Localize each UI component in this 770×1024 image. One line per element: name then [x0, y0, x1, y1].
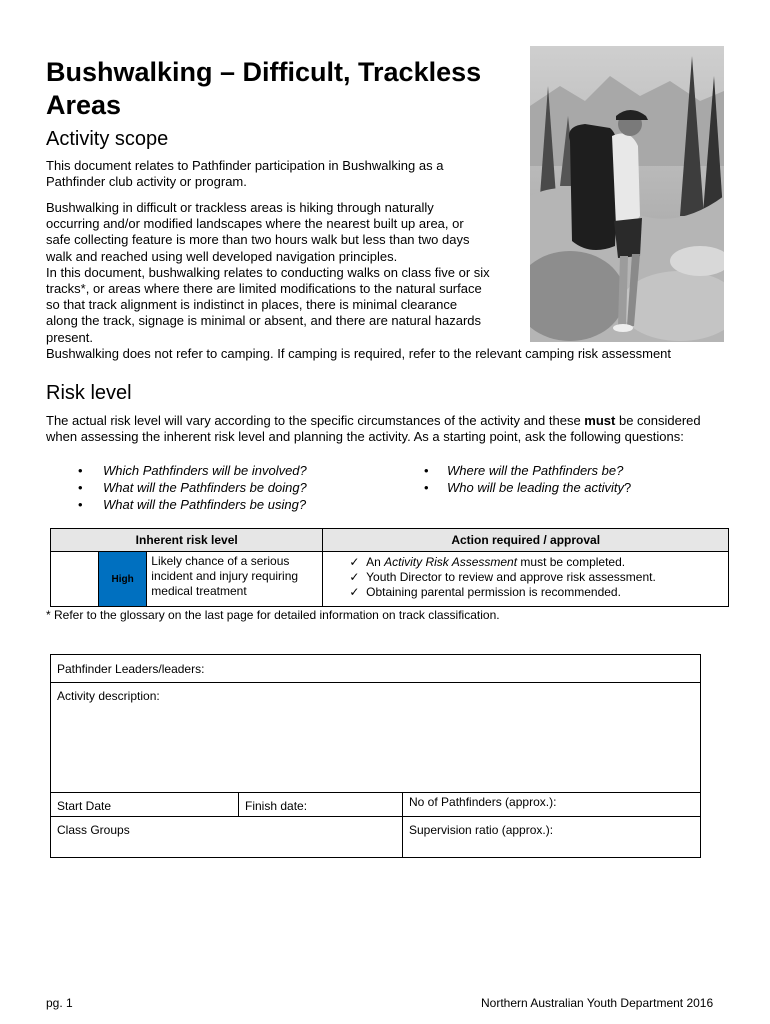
- scope-line: walk and reached using well developed navigation principles.: [46, 248, 398, 264]
- footnote: * Refer to the glossary on the last page for detailed information on track classification.: [46, 608, 500, 622]
- footer-org: Northern Australian Youth Department 2016: [481, 996, 714, 1010]
- question-item: Who will be leading the activity?: [447, 480, 632, 495]
- leaders-row[interactable]: [51, 655, 700, 682]
- scope-line: tracks*, or areas where there are limited modifications to the natural surface: [46, 281, 482, 297]
- class-groups-field[interactable]: [51, 817, 403, 857]
- col-header-action: Action required / approval: [323, 529, 729, 552]
- risk-level-badge: High: [98, 552, 146, 607]
- scope-line: occurring and/or modified landscapes where the nearest built up area, or: [46, 216, 464, 232]
- scope-line: so that track alignment is indistinct in places, there is minimal clearance: [46, 297, 458, 313]
- scope-paragraph-2: [46, 200, 736, 362]
- risk-level-heading: Risk level: [46, 382, 132, 404]
- description-row[interactable]: [51, 682, 700, 792]
- risk-intro: The actual risk level will vary according to the specific circumstances of the activity and these must be considered when assessing the inherent risk level and planning the activity. As a starting point, ask the following questions:: [46, 413, 701, 445]
- action-item: ✓ An Activity Risk Assessment must be completed.: [349, 555, 626, 569]
- action-item: ✓ Obtaining parental permission is recommended.: [349, 585, 621, 599]
- scope-line: Bushwalking in difficult or trackless areas is hiking through naturally: [46, 200, 434, 215]
- check-icon: ✓: [349, 570, 360, 584]
- scope-line: along the track, signage is minimal or absent, and there are natural hazards: [46, 313, 482, 329]
- groups-row: [51, 816, 700, 857]
- supervision-field[interactable]: [403, 817, 699, 857]
- scope-line: Bushwalking does not refer to camping. If camping is required, refer to the relevant camping risk assessment: [46, 345, 672, 361]
- question-item: What will the Pathfinders be using?: [103, 497, 307, 512]
- start-date-label: Start Date: [57, 799, 112, 813]
- finish-date-field[interactable]: [239, 793, 403, 816]
- action-list: [323, 552, 729, 607]
- supervision-label: Supervision ratio (approx.):: [409, 823, 554, 837]
- risk-description: Likely chance of a serious incident and injury requiring medical treatment: [147, 552, 323, 607]
- question-item: Which Pathfinders will be involved?: [103, 463, 307, 478]
- scope-line: safe collecting feature is more than two hours walk but less than two days: [46, 232, 470, 248]
- activity-form: [50, 654, 701, 858]
- question-item: What will the Pathfinders be doing?: [103, 480, 307, 495]
- start-date-field[interactable]: [51, 793, 239, 816]
- activity-scope-heading: Activity scope: [46, 128, 169, 150]
- finish-date-label: Finish date:: [245, 799, 308, 813]
- check-icon: ✓: [349, 555, 360, 569]
- scope-paragraph-1: This document relates to Pathfinder participation in Bushwalking as a Pathfinder club activity or program.: [46, 158, 444, 190]
- col-header-risk: Inherent risk level: [51, 529, 323, 552]
- page-number: pg. 1: [46, 996, 73, 1010]
- dates-row: [51, 792, 700, 816]
- class-groups-label: Class Groups: [57, 823, 130, 837]
- description-label: Activity description:: [57, 689, 160, 703]
- check-icon: ✓: [349, 585, 360, 599]
- scope-line: present.: [46, 329, 93, 345]
- scope-line: In this document, bushwalking relates to conducting walks on class five or six: [46, 264, 490, 280]
- risk-table: [50, 528, 729, 607]
- action-item: ✓ Youth Director to review and approve risk assessment.: [349, 570, 656, 584]
- page-title: Bushwalking – Difficult, Trackless Areas: [46, 57, 482, 120]
- num-pathfinders-label: No of Pathfinders (approx.):: [409, 795, 557, 809]
- leaders-label: Pathfinder Leaders/leaders:: [57, 662, 205, 676]
- num-pathfinders-field[interactable]: [403, 793, 699, 816]
- question-item: Where will the Pathfinders be?: [447, 463, 624, 478]
